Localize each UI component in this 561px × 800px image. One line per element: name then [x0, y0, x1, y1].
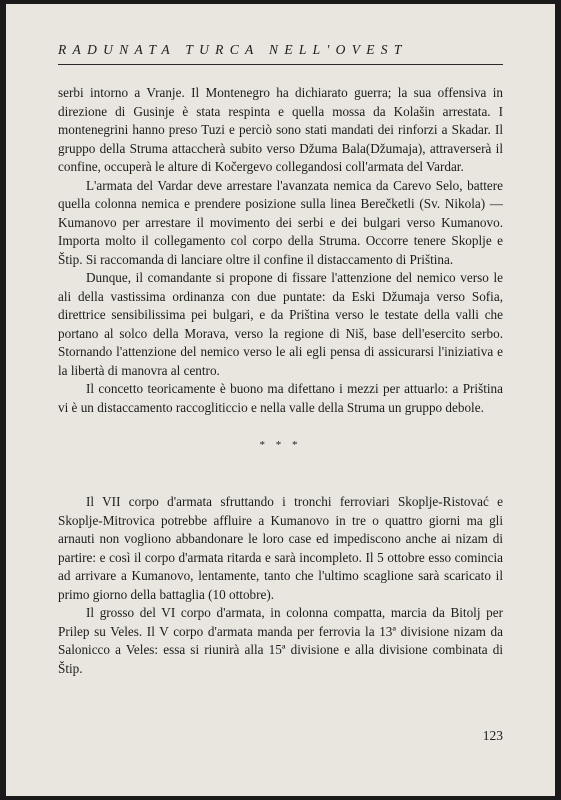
- paragraph: L'armata del Vardar deve arrestare l'avanzata nemica da Carevo Selo, battere quella colonna nemica e prendere posizione sulla linea Berečketli (Sv. Nikola) — Kumanovo per arrestare il movimento dei serbi e dei bulgari verso Kumanovo. Importa molto il collegamento col corpo della Struma. Occorre tenere Skoplje e Štip. Si raccomanda di lanciare oltre il confine il distaccamento di Priština.: [58, 177, 503, 267]
- running-header: RADUNATA TURCA NELL'OVEST: [58, 42, 408, 57]
- paragraph: serbi intorno a Vranje. Il Montenegro ha dichiarato guerra; la sua offensiva in direzione di Gusinje è stata respinta e quella mossa da Kolašin arrestata. I montenegrini hanno preso Tuzi e perciò sono stati mandati dei rinforzi a Skadar. Il gruppo della Struma attaccherà subito verso Džuma Bala(Džumaja), attraverserà il confine, occuperà le alture di Kočergevo collegandosi coll'armata del Vardar.: [58, 85, 503, 174]
- body-text: [58, 84, 503, 678]
- book-page: [6, 4, 555, 796]
- page-number: 123: [482, 728, 503, 743]
- paragraph: Il VII corpo d'armata sfruttando i tronchi ferroviari Skoplje-Ristovać e Skoplje-Mitrovica potrebbe affluire a Kumanovo in tre o quattro giorni ma gli arnauti non vogliono abbandonare le loro case ed impediscono anche ai nizam di partire: e così il corpo d'armata ritarda e sarà incompleto. Il 5 ottobre esso comincia ad arrivare a Kumanovo, lentamente, tanto che l'ultimo scaglione sarà scaricato il primo giorno della battaglia (10 ottobre).: [58, 494, 503, 602]
- section-gap: [58, 473, 503, 493]
- section-separator: * * *: [259, 439, 302, 451]
- paragraph: Il grosso del VI corpo d'armata, in colonna compatta, marcia da Bitolj per Prilep su Veles. Il V corpo d'armata manda per ferrovia la 13ª divisione nizam da Salonicco a Veles: essa si riunirà alla 15ª divisione e alla divisione combinata di Štip.: [58, 605, 503, 676]
- header-rule: [58, 64, 503, 65]
- paragraph: Dunque, il comandante si propone di fissare l'attenzione del nemico verso le ali della vastissima ordinanza con due puntate: da Eski Džumaja verso Sofia, direttrice sensibilissima pei bulgari, e da Priština verso le testate della valli che portano al solco della Morava, verso la regione di Niš, base dell'esercito serbo. Stornando l'attenzione del nemico verso le ali egli pensa di assicurarsi l'iniziativa e la libertà di manovra al centro.: [58, 270, 503, 378]
- paragraph: Il concetto teoricamente è buono ma difettano i mezzi per attuarlo: a Priština vi è un distaccamento raccogliticcio e nella valle della Struma un gruppo debole.: [58, 381, 503, 415]
